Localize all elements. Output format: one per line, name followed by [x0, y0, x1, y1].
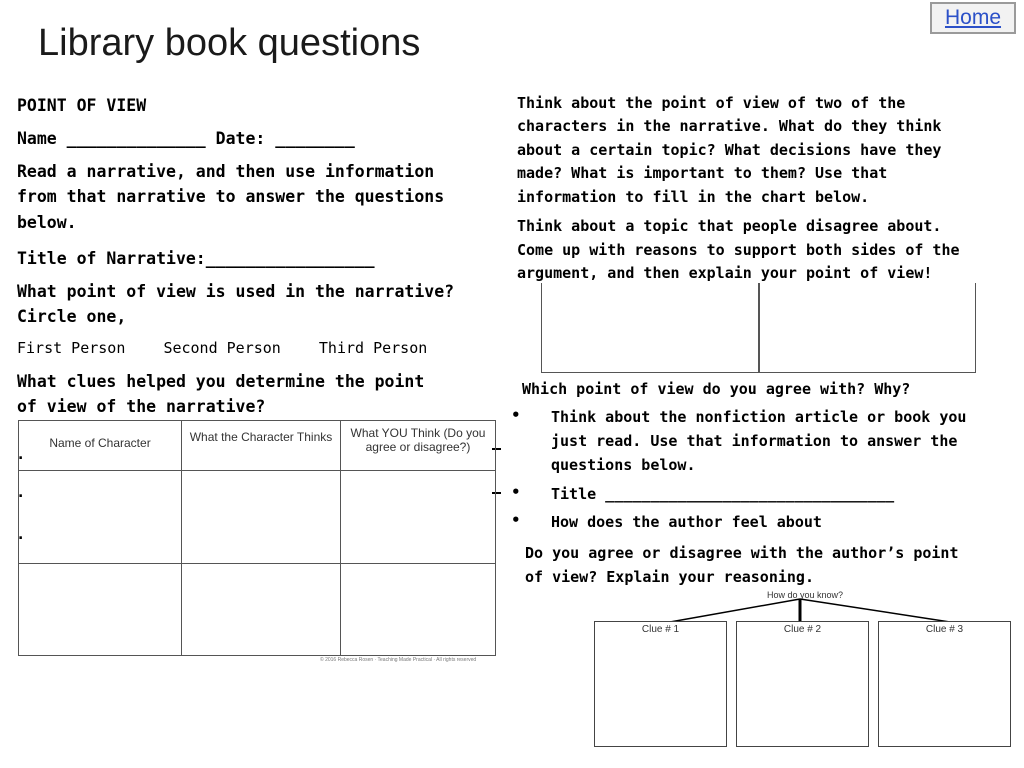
topic-text-line-3: argument, and then explain your point of view! — [517, 264, 933, 282]
topic-text-line-3-clip — [517, 262, 977, 283]
chart-cell[interactable] — [19, 471, 182, 564]
chart-cell[interactable] — [19, 563, 182, 656]
think-text-line-3: about a certain topic? What decisions have they — [517, 141, 942, 159]
bullet-1-line-1: Think about the nonfiction article or book you — [551, 408, 967, 426]
chart-cell[interactable] — [182, 471, 341, 564]
clue-box-1[interactable] — [594, 621, 727, 747]
topic-text-line-2: Come up with reasons to support both sides of the — [517, 241, 960, 259]
instructions-line-1: Read a narrative, and then use information — [17, 162, 435, 181]
bullet-dot: • — [511, 483, 521, 501]
pov-options — [17, 337, 427, 359]
clue-label-3: Clue # 3 — [925, 624, 964, 635]
clue-box-2[interactable] — [736, 621, 869, 747]
bullet-3-line: How does the author feel about — [551, 513, 822, 531]
pov-question-line-2: Circle one, — [17, 307, 127, 326]
option-third-person[interactable]: Third Person — [318, 339, 428, 357]
chart-cell[interactable] — [182, 563, 341, 656]
answer-line-dot: . — [18, 485, 24, 501]
bullet-1-line-3: questions below. — [551, 456, 696, 474]
argument-box[interactable] — [541, 283, 976, 373]
instructions-line-3: below. — [17, 213, 77, 232]
title-of-narrative-line: Title of Narrative:_________________ — [17, 249, 375, 268]
diagram-title: How do you know? — [766, 590, 844, 600]
bullet-dot: • — [511, 406, 521, 424]
author-question-line-2: of view? Explain your reasoning. — [525, 568, 814, 586]
option-second-person[interactable]: Second Person — [163, 339, 281, 357]
character-chart — [18, 420, 496, 656]
bullet-dot: • — [511, 511, 521, 529]
topic-text-line-1: Think about a topic that people disagree about. — [517, 217, 942, 235]
clues-question-line-2: of view of the narrative? — [17, 397, 266, 416]
clue-box-3[interactable] — [878, 621, 1011, 747]
author-question-line-1: Do you agree or disagree with the author’s point — [525, 544, 959, 562]
instructions-line-2: from that narrative to answer the questions — [17, 187, 445, 206]
think-text-line-5: information to fill in the chart below. — [517, 188, 870, 206]
clue-label-1: Clue # 1 — [641, 624, 680, 635]
home-link[interactable]: Home — [930, 2, 1016, 34]
chart-header-you-think: What YOU Think (Do you agree or disagree?) — [341, 421, 496, 471]
page-title: Library book questions — [38, 22, 421, 64]
clue-label-2: Clue # 2 — [783, 624, 822, 635]
diagram-connectors — [590, 596, 1020, 624]
chart-copyright: © 2016 Rebecca Rosen · Teaching Made Practical · All rights reserved — [320, 657, 477, 663]
think-text-line-1: Think about the point of view of two of the — [517, 94, 906, 112]
pov-question-line-1: What point of view is used in the narrative? — [17, 282, 455, 301]
think-text-line-4: made? What is important to them? Use that — [517, 164, 888, 182]
pov-heading: POINT OF VIEW — [17, 96, 147, 115]
chart-cell[interactable] — [341, 563, 496, 656]
chart-cell[interactable] — [341, 471, 496, 564]
clues-question-line-1: What clues helped you determine the point — [17, 372, 425, 391]
bullet-2-title-line: Title ________________________________ — [551, 485, 895, 503]
option-first-person[interactable]: First Person — [17, 339, 126, 357]
agree-question: Which point of view do you agree with? Why? — [522, 380, 911, 398]
chart-header-thinks: What the Character Thinks — [182, 421, 341, 471]
bullet-1-line-2: just read. Use that information to answer the — [551, 432, 958, 450]
think-text-line-2: characters in the narrative. What do they think — [517, 117, 942, 135]
chart-header-name: Name of Character — [19, 421, 182, 471]
name-date-line: Name ______________ Date: ________ — [17, 129, 355, 148]
answer-line-dot: . — [18, 447, 24, 463]
argument-divider — [758, 283, 760, 372]
answer-line-dot: . — [18, 527, 24, 543]
